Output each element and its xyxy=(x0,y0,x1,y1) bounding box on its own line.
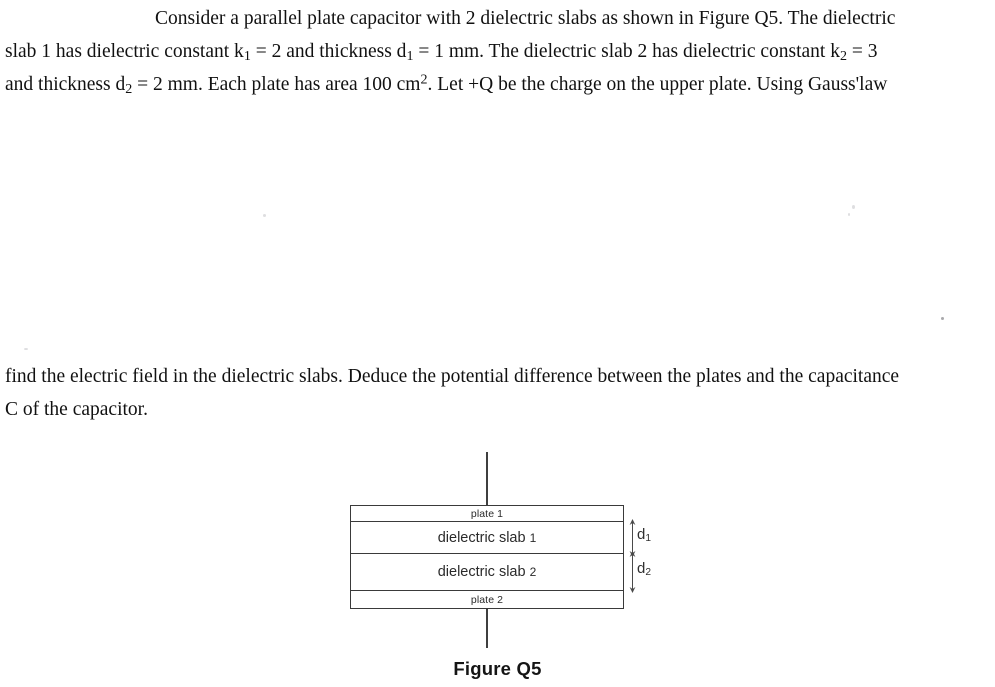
question-line-5: C of the capacitor. xyxy=(5,399,148,420)
capacitor-figure xyxy=(0,440,995,687)
dimension-arrow-d2-top xyxy=(627,551,638,559)
capacitor-stack xyxy=(350,505,624,609)
subscript-d2: 2 xyxy=(125,81,133,98)
layer-index-2: 2 xyxy=(529,565,537,579)
question-line-2: slab 1 has dielectric constant $k_1 = 2$ and thickness $d_1 = 1$ mm. The dielectric slab 2 has dielectric constant $k_2 = 3$ xyxy=(5,41,878,65)
layer-label-dielectric-slab-1: dielectric slab 1 xyxy=(437,529,537,546)
layer-label-plate-1: plate 1 xyxy=(470,507,504,520)
scan-speck xyxy=(263,214,266,217)
scan-speck xyxy=(852,205,855,209)
layer-dielectric-slab-1 xyxy=(351,522,623,554)
subscript-d1: 1 xyxy=(406,48,414,65)
question-line-1: Consider a parallel plate capacitor with 2 dielectric slabs as shown in Figure Q5. The dielectric xyxy=(155,8,896,29)
dimension-label-d1: $d_1$ xyxy=(637,526,652,545)
scan-speck xyxy=(24,348,28,350)
layer-plate-2 xyxy=(351,591,623,608)
question-line-4: find the electric field in the dielectric slabs. Deduce the potential difference between the plates and the capacitance xyxy=(5,366,900,387)
question-paragraph-2 xyxy=(5,360,995,426)
question-line-3: and thickness $d_2 = 2$ mm. Each plate has area 100 $cm^2$. Let +Q be the charge on the upper plate. Using Gauss'law xyxy=(5,71,888,98)
layer-label-plate-2: plate 2 xyxy=(470,593,504,606)
layer-plate-1 xyxy=(351,506,623,522)
dimension-arrow-d2-bottom xyxy=(627,585,638,593)
scan-speck xyxy=(941,317,944,320)
dimension-label-d2: $d_2$ xyxy=(637,560,652,579)
figure-caption: Figure Q5 xyxy=(453,658,542,679)
subscript-k2: 2 xyxy=(839,48,847,65)
subscript-k1: 1 xyxy=(243,48,251,65)
scan-speck xyxy=(848,213,850,216)
layer-label-dielectric-slab-2: dielectric slab 2 xyxy=(437,564,537,580)
layer-dielectric-slab-2 xyxy=(351,554,623,591)
dimension-subscript-2: 2 xyxy=(645,567,652,579)
layer-index-1: 1 xyxy=(529,530,537,545)
top-terminal-lead xyxy=(486,452,488,505)
question-paragraph-1 xyxy=(5,2,995,101)
superscript-cm-squared: 2 xyxy=(420,71,428,88)
dimension-subscript-1: 1 xyxy=(645,533,652,545)
bottom-terminal-lead xyxy=(486,608,488,648)
